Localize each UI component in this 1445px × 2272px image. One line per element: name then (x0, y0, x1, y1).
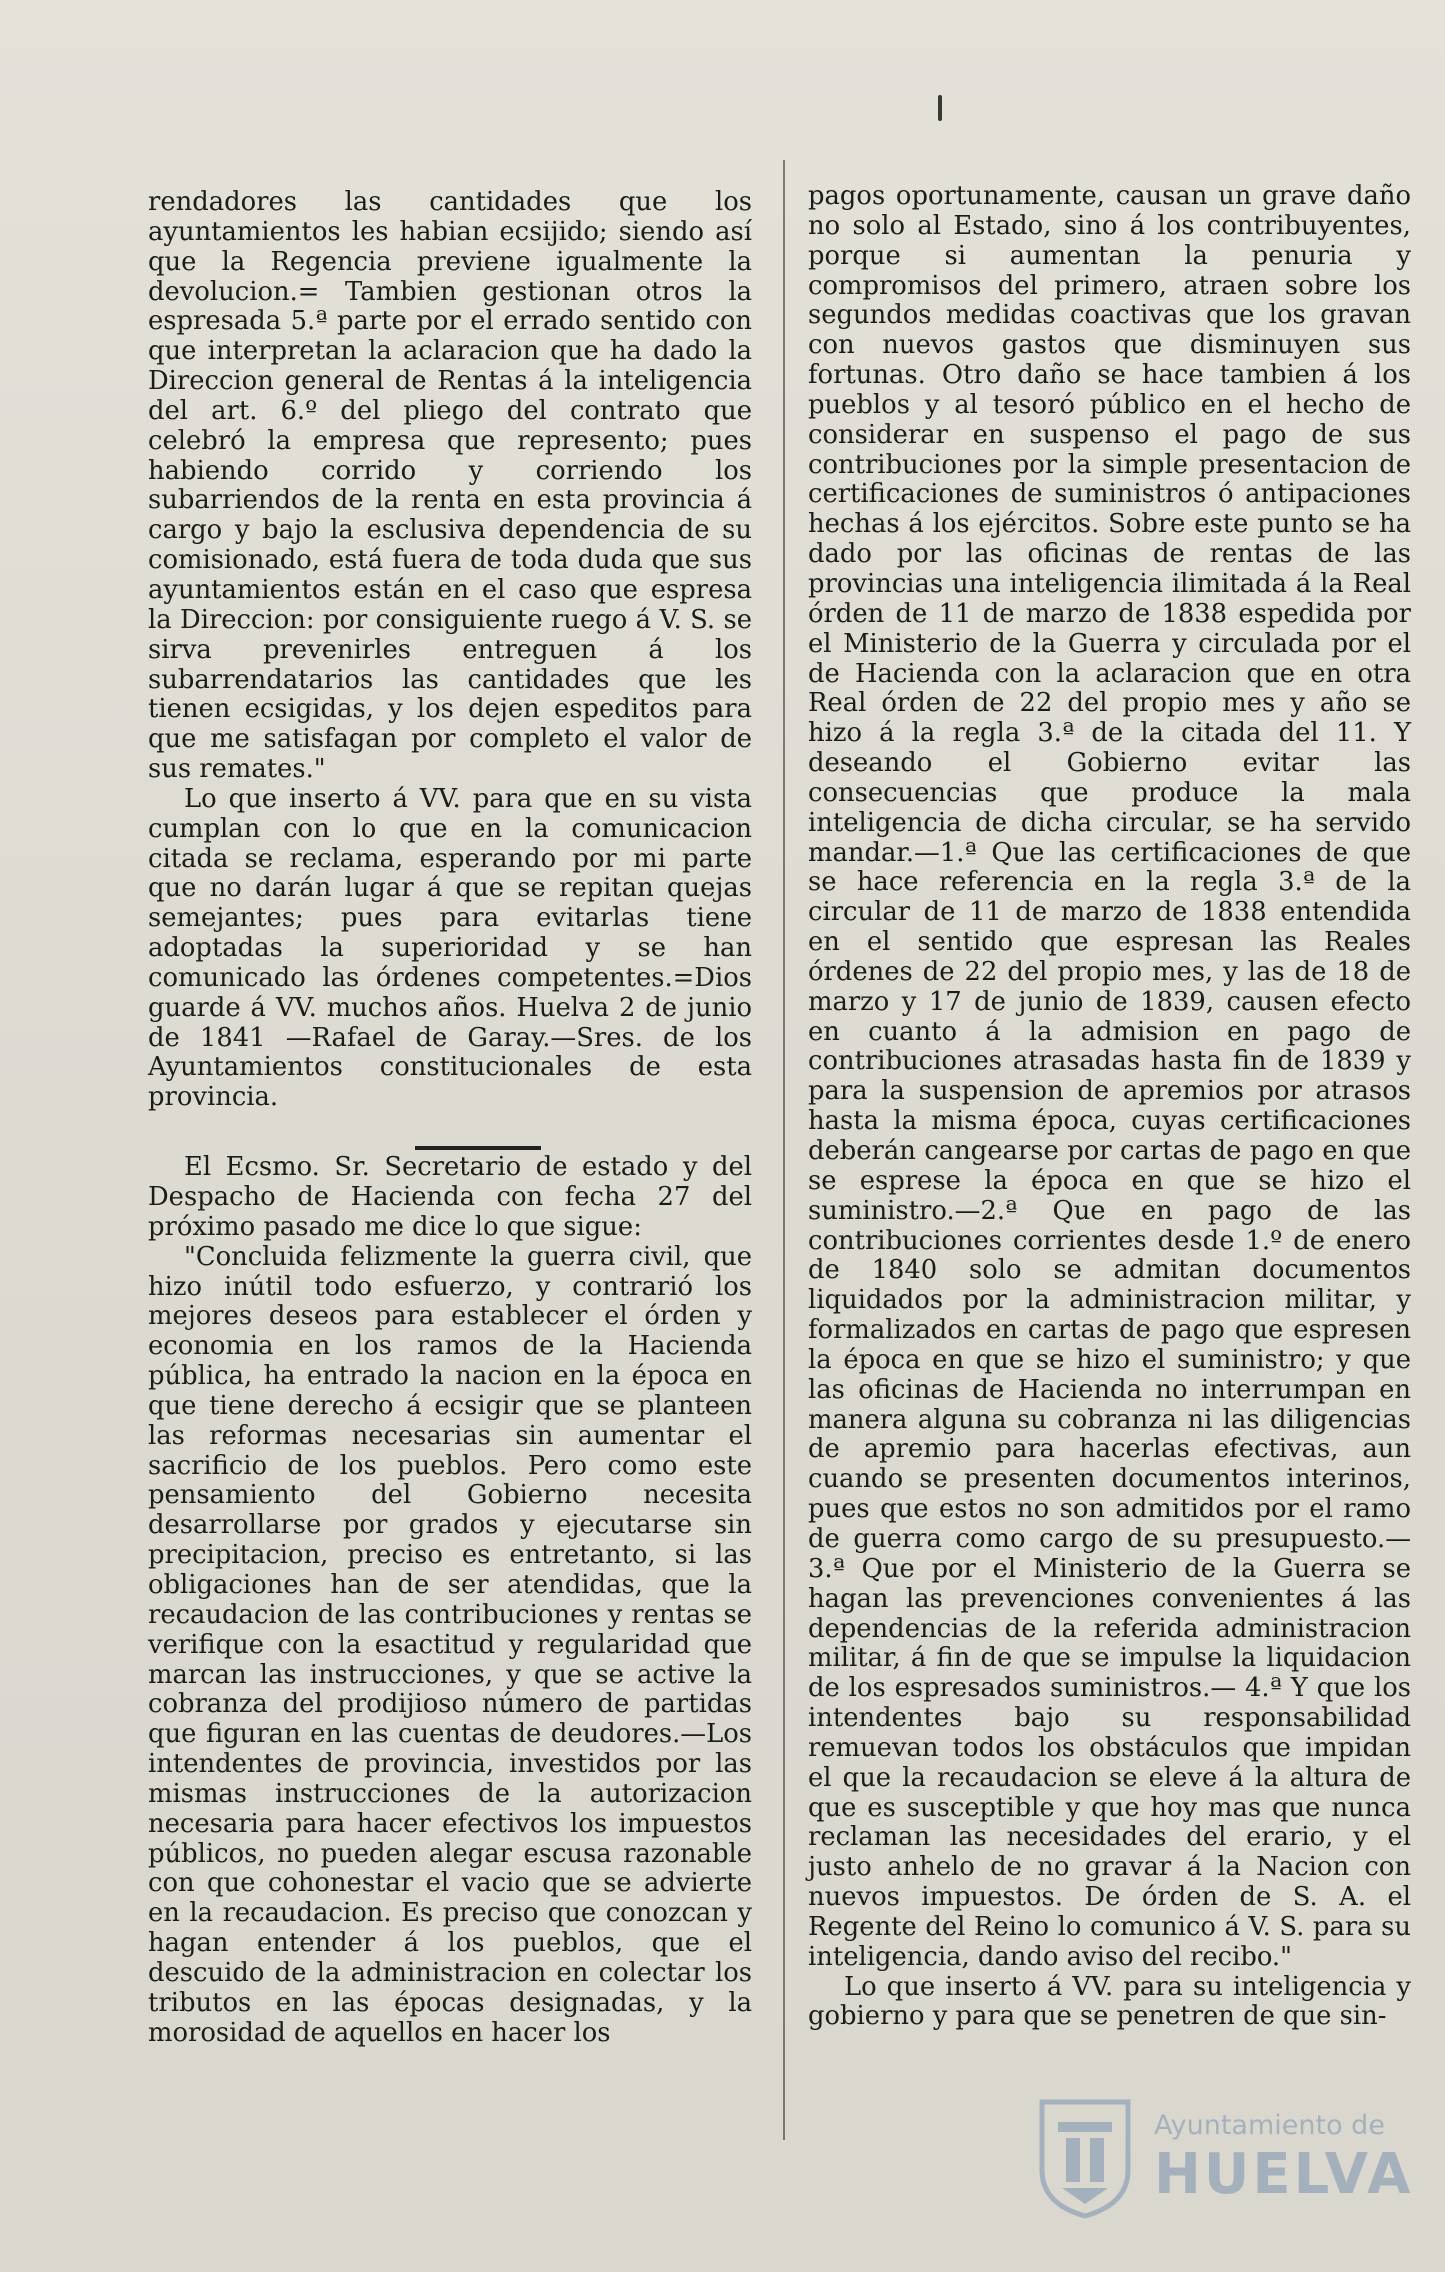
ink-mark (938, 95, 942, 121)
section-divider (415, 1146, 541, 1150)
paragraph: pagos oportunamente, causan un grave daño no solo al Estado, sino á los contribuyentes, porque si aumentan la penuria y compromisos del primero, atraen sobre los segundos medidas coactivas que los gravan con nuevos gastos que disminuyen sus fortunas. Otro daño se hace tambien á los pueblos y al tesoró público en el hecho de considerar en suspenso el pago de sus contribuciones por la simple presentacion de certificaciones de suministros ó antipaciones hechas á los ejércitos. Sobre este punto se ha dado por las oficinas de rentas de las provincias una inteligencia ilimitada á la Real órden de 11 de marzo de 1838 espedida por el Ministerio de la Guerra y circulada por el de Hacienda con la aclaracion que en otra Real órden de 22 del propio mes y año se hizo á la regla 3.ª de la citada del 11. Y deseando el Gobierno evitar las consecuencias que produce la mala inteligencia de dicha circular, se ha servido mandar.—1.ª Que las certificaciones de que se hace referencia en la regla 3.ª de la circular de 11 de marzo de 1838 entendida en el sentido que espresan las Reales órdenes de 22 del propio mes, y las de 18 de marzo y 17 de junio de 1839, causen efecto en cuanto á la admision en pago de contribuciones atrasadas hasta fin de 1839 y para la suspension de apremios por atrasos hasta la misma época, cuyas certificaciones deberán cangearse por cartas de pago en que se esprese la época en que se hizo el suministro.—2.ª Que en pago de las contribuciones corrientes desde 1.º de enero de 1840 solo se admitan documentos liquidados por la administracion militar, y formalizados en cartas de pago que espresen la época en que se hizo el suministro; y que las oficinas de Hacienda no interrumpan en manera alguna su cobranza ni las diligencias de apremio para hacerlas efectivas, aun cuando se presenten documentos interinos, pues que estos no son admitidos por el ramo de guerra como cargo de su presupuesto.—3.ª Que por el Ministerio de la Guerra se hagan las prevenciones convenientes á las dependencias de la referida administracion militar, á fin de que se impulse la liquidacion de los espresados suministros.— 4.ª Y que los intendentes bajo su responsabilidad remuevan todos los obstáculos que impidan el que la recaudacion se eleve á la altura de que es susceptible y que hoy mas que nunca reclaman las necesidades del erario, y el justo anhelo de no gravar á la Nacion con nuevos impuestos. De órden de S. A. el Regente del Reino lo comunico á V. S. para su inteligencia, dando aviso del recibo." (808, 181, 1411, 1972)
paragraph: El Ecsmo. Sr. Secretario de estado y del Despacho de Hacienda con fecha 27 del próximo pasado me dice lo que sigue: (148, 1152, 752, 1242)
paragraph: Lo que inserto á VV. para su inteligencia y gobierno y para que se penetren de que sin- (808, 1971, 1411, 2032)
shield-icon (1036, 2092, 1134, 2220)
watermark-title: HUELVA (1154, 2142, 1414, 2207)
watermark-logo (1036, 2092, 1414, 2232)
left-column (148, 188, 752, 2048)
paragraph: Lo que inserto á VV. para que en su vista cumplan con lo que en la comunicacion citada se reclama, esperando por mi parte que no darán lugar á que se repitan quejas semejantes; pues para evitarlas tiene adoptadas la superioridad y se han comunicado las órdenes competentes.=Dios guarde á VV. muchos años. Huelva 2 de junio de 1841 —Rafael de Garay.—Sres. de los Ayuntamientos constitucionales de esta provincia. (148, 783, 752, 1113)
right-column (808, 182, 1411, 2032)
column-divider (783, 160, 785, 2140)
paragraph: "Concluida felizmente la guerra civil, que hizo inútil todo esfuerzo, y contrarió los mejores deseos para establecer el órden y economia en los ramos de la Hacienda pública, ha entrado la nacion en la época en que tiene derecho á ecsigir que se planteen las reformas necesarias sin aumentar el sacrificio de los pueblos. Pero como este pensamiento del Gobierno necesita desarrollarse por grados y ejecutarse sin precipitacion, preciso es entretanto, si las obligaciones han de ser atendidas, que la recaudacion de las contribuciones y rentas se verifique con la esactitud y regularidad que marcan las instrucciones, y que se active la cobranza del prodijioso número de partidas que figuran en las cuentas de deudores.—Los intendentes de provincia, investidos por las mismas instrucciones de la autorizacion necesaria para hacer efectivos los impuestos públicos, no pueden alegar escusa razonable con que cohonestar el vacio que se advierte en la recaudacion. Es preciso que conozcan y hagan entender á los pueblos, que el descuido de la administracion en colectar los tributos en las épocas designadas, y la morosidad de aquellos en hacer los (148, 1241, 752, 2048)
paragraph: rendadores las cantidades que los ayuntamientos les habian ecsijido; siendo así que la Regencia previene igualmente la devolucion.= Tambien gestionan otros la espresada 5.ª parte por el errado sentido con que interpretan la aclaracion que ha dado la Direccion general de Rentas á la inteligencia del art. 6.º del pliego del contrato que celebró la empresa que represento; pues habiendo corrido y corriendo los subarriendos de la renta en esta provincia á cargo y bajo la esclusiva dependencia de su comisionado, está fuera de toda duda que sus ayuntamientos están en el caso que espresa la Direccion: por consiguiente ruego á V. S. se sirva prevenirles entreguen á los subarrendatarios las cantidades que les tienen ecsigidas, y los dejen espeditos para que me satisfagan por completo el valor de sus remates." (148, 187, 752, 785)
watermark-text: Ayuntamiento de (1154, 2110, 1385, 2141)
